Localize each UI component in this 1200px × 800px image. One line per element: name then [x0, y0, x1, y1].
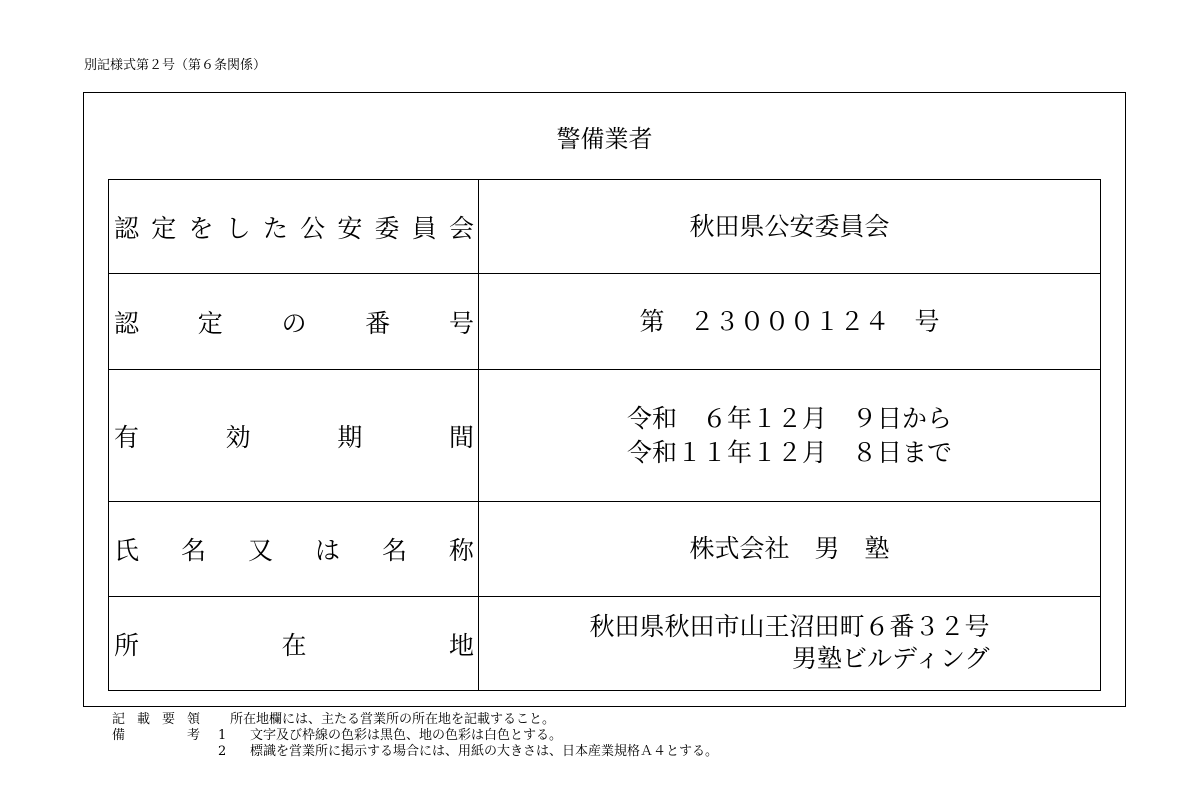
row-label: 氏 名 又 は 名 称 — [114, 536, 474, 565]
notes — [112, 712, 718, 760]
valid-from: 令和 ６年１２月 ９日から — [626, 403, 952, 433]
sign-title: 警備業者 — [556, 125, 653, 153]
value-cell — [479, 370, 1101, 502]
remarks-row — [112, 744, 718, 760]
remark-text: 文字及び枠線の色彩は黒色、地の色彩は白色とする。 — [250, 728, 563, 743]
value-cell: 株式会社 男 塾 — [479, 502, 1101, 597]
valid-until: 令和１１年１２月 ８日まで — [626, 437, 952, 467]
instructions-row — [112, 712, 718, 728]
value-cell: 秋田県公安委員会 — [479, 180, 1101, 274]
spacer — [112, 744, 200, 760]
remark-text: 標識を営業所に掲示する場合には、用紙の大きさは、日本産業規格Ａ４とする。 — [250, 744, 719, 759]
sign-table — [108, 179, 1101, 691]
table-row — [109, 370, 1101, 502]
form-number: 別記様式第２号（第６条関係） — [84, 58, 267, 73]
remarks-row — [112, 728, 718, 744]
row-label: 認 定 の 番 号 — [114, 308, 474, 338]
table-row — [109, 502, 1101, 597]
address — [589, 611, 989, 675]
table-row — [109, 180, 1101, 274]
row-label: 認 定 を し た 公 安 委 員 会 — [114, 213, 474, 243]
sign-frame — [83, 92, 1126, 707]
table-row — [109, 597, 1101, 691]
remark-number: 1 — [218, 728, 227, 743]
remark-number: 2 — [218, 744, 227, 759]
table-row — [109, 274, 1101, 370]
label-cell — [109, 370, 479, 502]
instructions-text: 所在地欄には、主たる営業所の所在地を記載すること。 — [230, 712, 556, 727]
instructions-label: 記 載 要 領 — [112, 712, 200, 727]
row-label: 有 効 期 間 — [114, 422, 474, 452]
value-cell: 第 ２３０００１２４ 号 — [479, 274, 1101, 370]
value-cell — [479, 597, 1101, 691]
label-cell — [109, 274, 479, 370]
label-cell — [109, 180, 479, 274]
address-line: 秋田県秋田市山王沼田町６番３２号 — [589, 612, 990, 641]
address-line: 男塾ビルディング — [791, 644, 990, 673]
label-cell — [109, 597, 479, 691]
remarks-label: 備 考 — [112, 728, 200, 743]
row-label: 所 在 地 — [114, 630, 474, 660]
label-cell — [109, 502, 479, 597]
